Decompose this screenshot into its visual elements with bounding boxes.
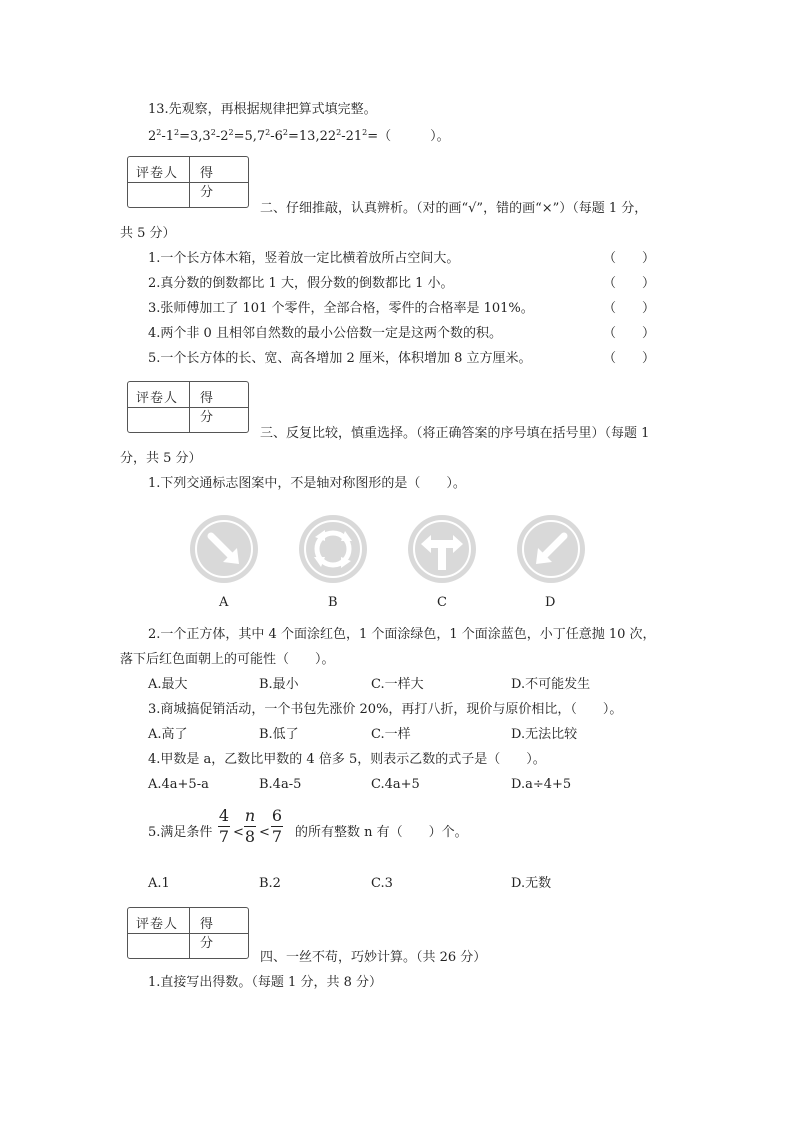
option-c: C.3 [371, 876, 393, 891]
sign-label-c: C [437, 595, 447, 610]
choice-q3-stem: 3.商城搞促销活动，一个书包先涨价 20%，再打八折，现价与原价相比，（ ）。 [148, 702, 623, 717]
section2-title: 二、仔细推敲，认真辨析。（对的画“√”，错的画“×”）（每题 1 分， [260, 201, 648, 216]
score-box [127, 907, 249, 959]
answer-paren: （ ） [603, 326, 656, 341]
sign-label-d: D [545, 595, 556, 610]
answer-paren: （ ） [603, 351, 656, 366]
judge-item: 5.一个长方体的长、宽、高各增加 2 厘米，体积增加 8 立方厘米。 [148, 351, 532, 366]
option-b: B.4a-5 [259, 777, 302, 792]
score-box [127, 381, 249, 433]
section3-title-cont: 分，共 5 分） [120, 451, 202, 466]
choice-q2-stem: 2.一个正方体，其中 4 个面涂红色，1 个面涂绿色，1 个面涂蓝色，小丁任意抛 10 次， [148, 627, 656, 642]
answer-paren: （ ） [603, 251, 656, 266]
score-label: 得 分 [200, 917, 228, 951]
reviewer-label: 评卷人 [136, 166, 179, 181]
choice-q4-stem: 4.甲数是 a，乙数比甲数的 4 倍多 5，则表示乙数的式子是（ ）。 [148, 752, 546, 767]
sign-label-a: A [219, 595, 229, 610]
option-d: D.不可能发生 [511, 677, 591, 692]
score-label: 得 分 [200, 166, 228, 200]
fraction-6-7: 6 7 [271, 806, 283, 846]
section2-title-cont: 共 5 分） [120, 226, 176, 241]
roundabout-icon [298, 514, 368, 584]
option-a: A.1 [148, 876, 170, 891]
option-c: C.一样 [371, 727, 411, 742]
fraction-4-7: 4 7 [218, 806, 230, 846]
option-a: A.最大 [148, 677, 188, 692]
fraction-n-8: n 8 [244, 806, 256, 846]
answer-paren: （ ） [603, 276, 656, 291]
q13-stem: 13.先观察，再根据规律把算式填完整。 [148, 102, 377, 117]
score-box [127, 156, 249, 208]
section4-title: 四、一丝不苟，巧妙计算。（共 26 分） [260, 950, 487, 965]
judge-item: 4.两个非 0 且相邻自然数的最小公倍数一定是这两个数的积。 [148, 326, 502, 341]
reviewer-label: 评卷人 [136, 917, 179, 932]
option-d: D.无数 [511, 876, 552, 891]
choice-q1-stem: 1.下列交通标志图案中，不是轴对称图形的是（ ）。 [148, 476, 466, 491]
less-than-sign: < [233, 825, 244, 840]
sign-label-b: B [328, 595, 338, 610]
option-a: A.4a+5-a [148, 777, 209, 792]
q13-formula: $2^2-1^2=3,3^2-2^2=5,7^2-6^2=13,22^2-21^2=$（ ）。 [148, 128, 450, 144]
score-label: 得 分 [200, 391, 228, 425]
option-b: B.低了 [259, 727, 299, 742]
diagonal-arrow-down-right-icon [189, 514, 259, 584]
option-c: C.一样大 [371, 677, 424, 692]
choice-q5-prefix: 5.满足条件 [148, 825, 213, 840]
option-a: A.高了 [148, 727, 188, 742]
less-than-sign: < [259, 825, 270, 840]
t-junction-icon [407, 514, 477, 584]
judge-item: 2.真分数的倒数都比 1 大，假分数的倒数都比 1 小。 [148, 276, 454, 291]
option-b: B.最小 [259, 677, 299, 692]
diagonal-arrow-down-left-icon [516, 514, 586, 584]
judge-item: 1.一个长方体木箱，竖着放一定比横着放所占空间大。 [148, 251, 460, 266]
reviewer-label: 评卷人 [136, 391, 179, 406]
judge-item: 3.张师傅加工了 101 个零件，全部合格，零件的合格率是 101%。 [148, 301, 534, 316]
answer-paren: （ ） [603, 301, 656, 316]
option-d: D.无法比较 [511, 727, 578, 742]
option-c: C.4a+5 [371, 777, 420, 792]
option-b: B.2 [259, 876, 281, 891]
option-d: D.a÷4+5 [511, 777, 572, 792]
choice-q5-suffix: 的所有整数 n 有（ ）个。 [295, 825, 468, 840]
section3-title: 三、反复比较，慎重选择。（将正确答案的序号填在括号里）（每题 1 [260, 426, 650, 441]
choice-q2-stem-cont: 落下后红色面朝上的可能性（ ）。 [120, 652, 335, 667]
calc-q1-stem: 1.直接写出得数。（每题 1 分，共 8 分） [148, 975, 382, 990]
